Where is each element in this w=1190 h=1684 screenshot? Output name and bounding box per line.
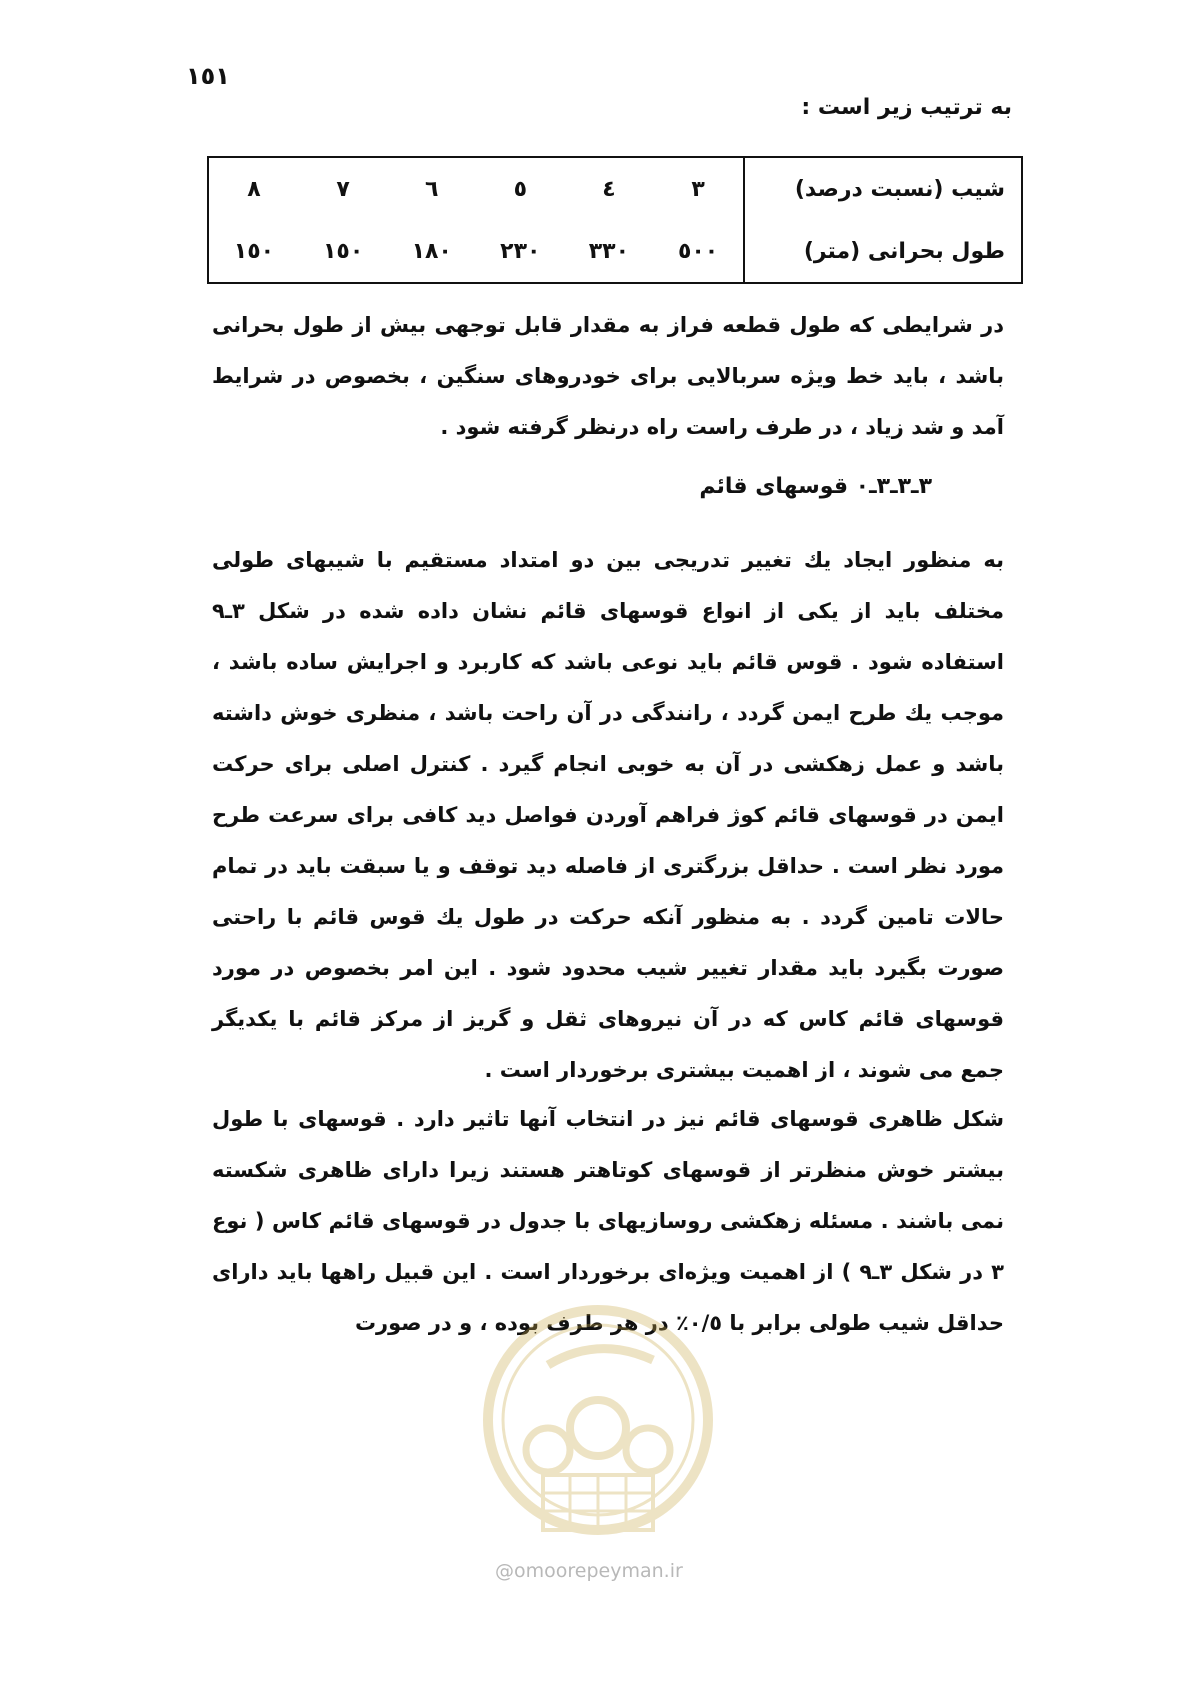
table-cell: ٣ <box>691 176 705 202</box>
watermark-url: @omoorepeyman.ir <box>495 1560 683 1582</box>
table-cell: ١٥٠ <box>322 238 364 264</box>
intro-line: به ترتیب زیر است : <box>801 95 1012 120</box>
paragraph-critical-length: در شرایطی که طول قطعه فراز به مقدار قابل توجهی بیش از طول بحرانی باشد ، باید خط ویژه سربالایی برای خودروهای سنگین ، بخصوص در شرایط آمد و شد زیاد ، در طرف راست راه درنظر گرفته شود . <box>212 313 1004 439</box>
table-cell: ١٨٠ <box>411 238 452 264</box>
paragraph-curve-appearance: شکل ظاهری قوسهای قائم نیز در انتخاب آنها تاثیر دارد . قوسهای با طول بیشتر خوش منظرتر از قوسهای کوتاهتر هستند زیرا دارای ظاهری شکسته نمی باشند . مسئله زهکشی روسازیهای با جدول در قوسهای قائم کاس ( نوع ٣ در شکل ٣ـ٩ ) از اهمیت ویژه‌ای برخوردار است . این قبیل راهها باید دارای حداقل شیب طولی برابر با ٠/٥٪ در هر طرف بوده ، و در صورت <box>212 1107 1004 1335</box>
table-cell: ٥ <box>513 176 528 202</box>
page-number: ١٥١ <box>186 62 230 90</box>
table-row-slope <box>208 157 1022 220</box>
table-cell: ٨ <box>247 176 261 202</box>
table-cell: ٥٠٠ <box>677 238 719 264</box>
row-label-critical-length: طول بحرانی (متر) <box>744 220 1022 283</box>
paragraph-vertical-curves: به منظور ایجاد یك تغییر تدریجی بین دو امتداد مستقیم با شیبهای طولی مختلف باید از یکی از انواع قوسهای قائم نشان داده شده در شکل ٣ـ٩ استفاده شود . قوس قائم باید نوعی باشد که کاربرد و اجرایش ساده باشد ، موجب یك طرح ایمن گردد ، رانندگی در آن راحت باشد ، منظری خوش داشته باشد و عمل زهکشی در آن به خوبی انجام گیرد . کنترل اصلی برای حرکت ایمن در قوسهای قائم کوژ فراهم آوردن فواصل دید کافی برای سرعت طرح مورد نظر است . حداقل بزرگتری از فاصله دید توقف و یا سبقت باید در تمام حالات تامین گردد . به منظور آنکه حرکت در طول یك قوس قائم با راحتی صورت بگیرد باید مقدار تغییر شیب محدود شود . این امر بخصوص در مورد قوسهای قائم کاس که در آن نیروهای ثقل و گریز از مرکز قائم با یکدیگر جمع می شوند ، از اهمیت بیشتری برخوردار است . <box>212 548 1004 1082</box>
table-cell: ٣٣٠ <box>588 238 630 264</box>
critical-length-table <box>207 156 1023 284</box>
table-cell: ٦ <box>425 176 439 202</box>
watermark-logo <box>478 1290 718 1560</box>
table-cell: ١٥٠ <box>233 238 275 264</box>
table-row-critical-length <box>208 220 1022 283</box>
table-cell: ٢٣٠ <box>500 238 541 264</box>
row-label-slope: شیب (نسبت درصد) <box>744 157 1022 220</box>
table-cell: ٧ <box>336 176 350 202</box>
section-heading: ٣ـ٣ـ٣ـ٠ قوسهای قائم <box>699 474 932 499</box>
table-cell: ٤ <box>602 176 616 202</box>
